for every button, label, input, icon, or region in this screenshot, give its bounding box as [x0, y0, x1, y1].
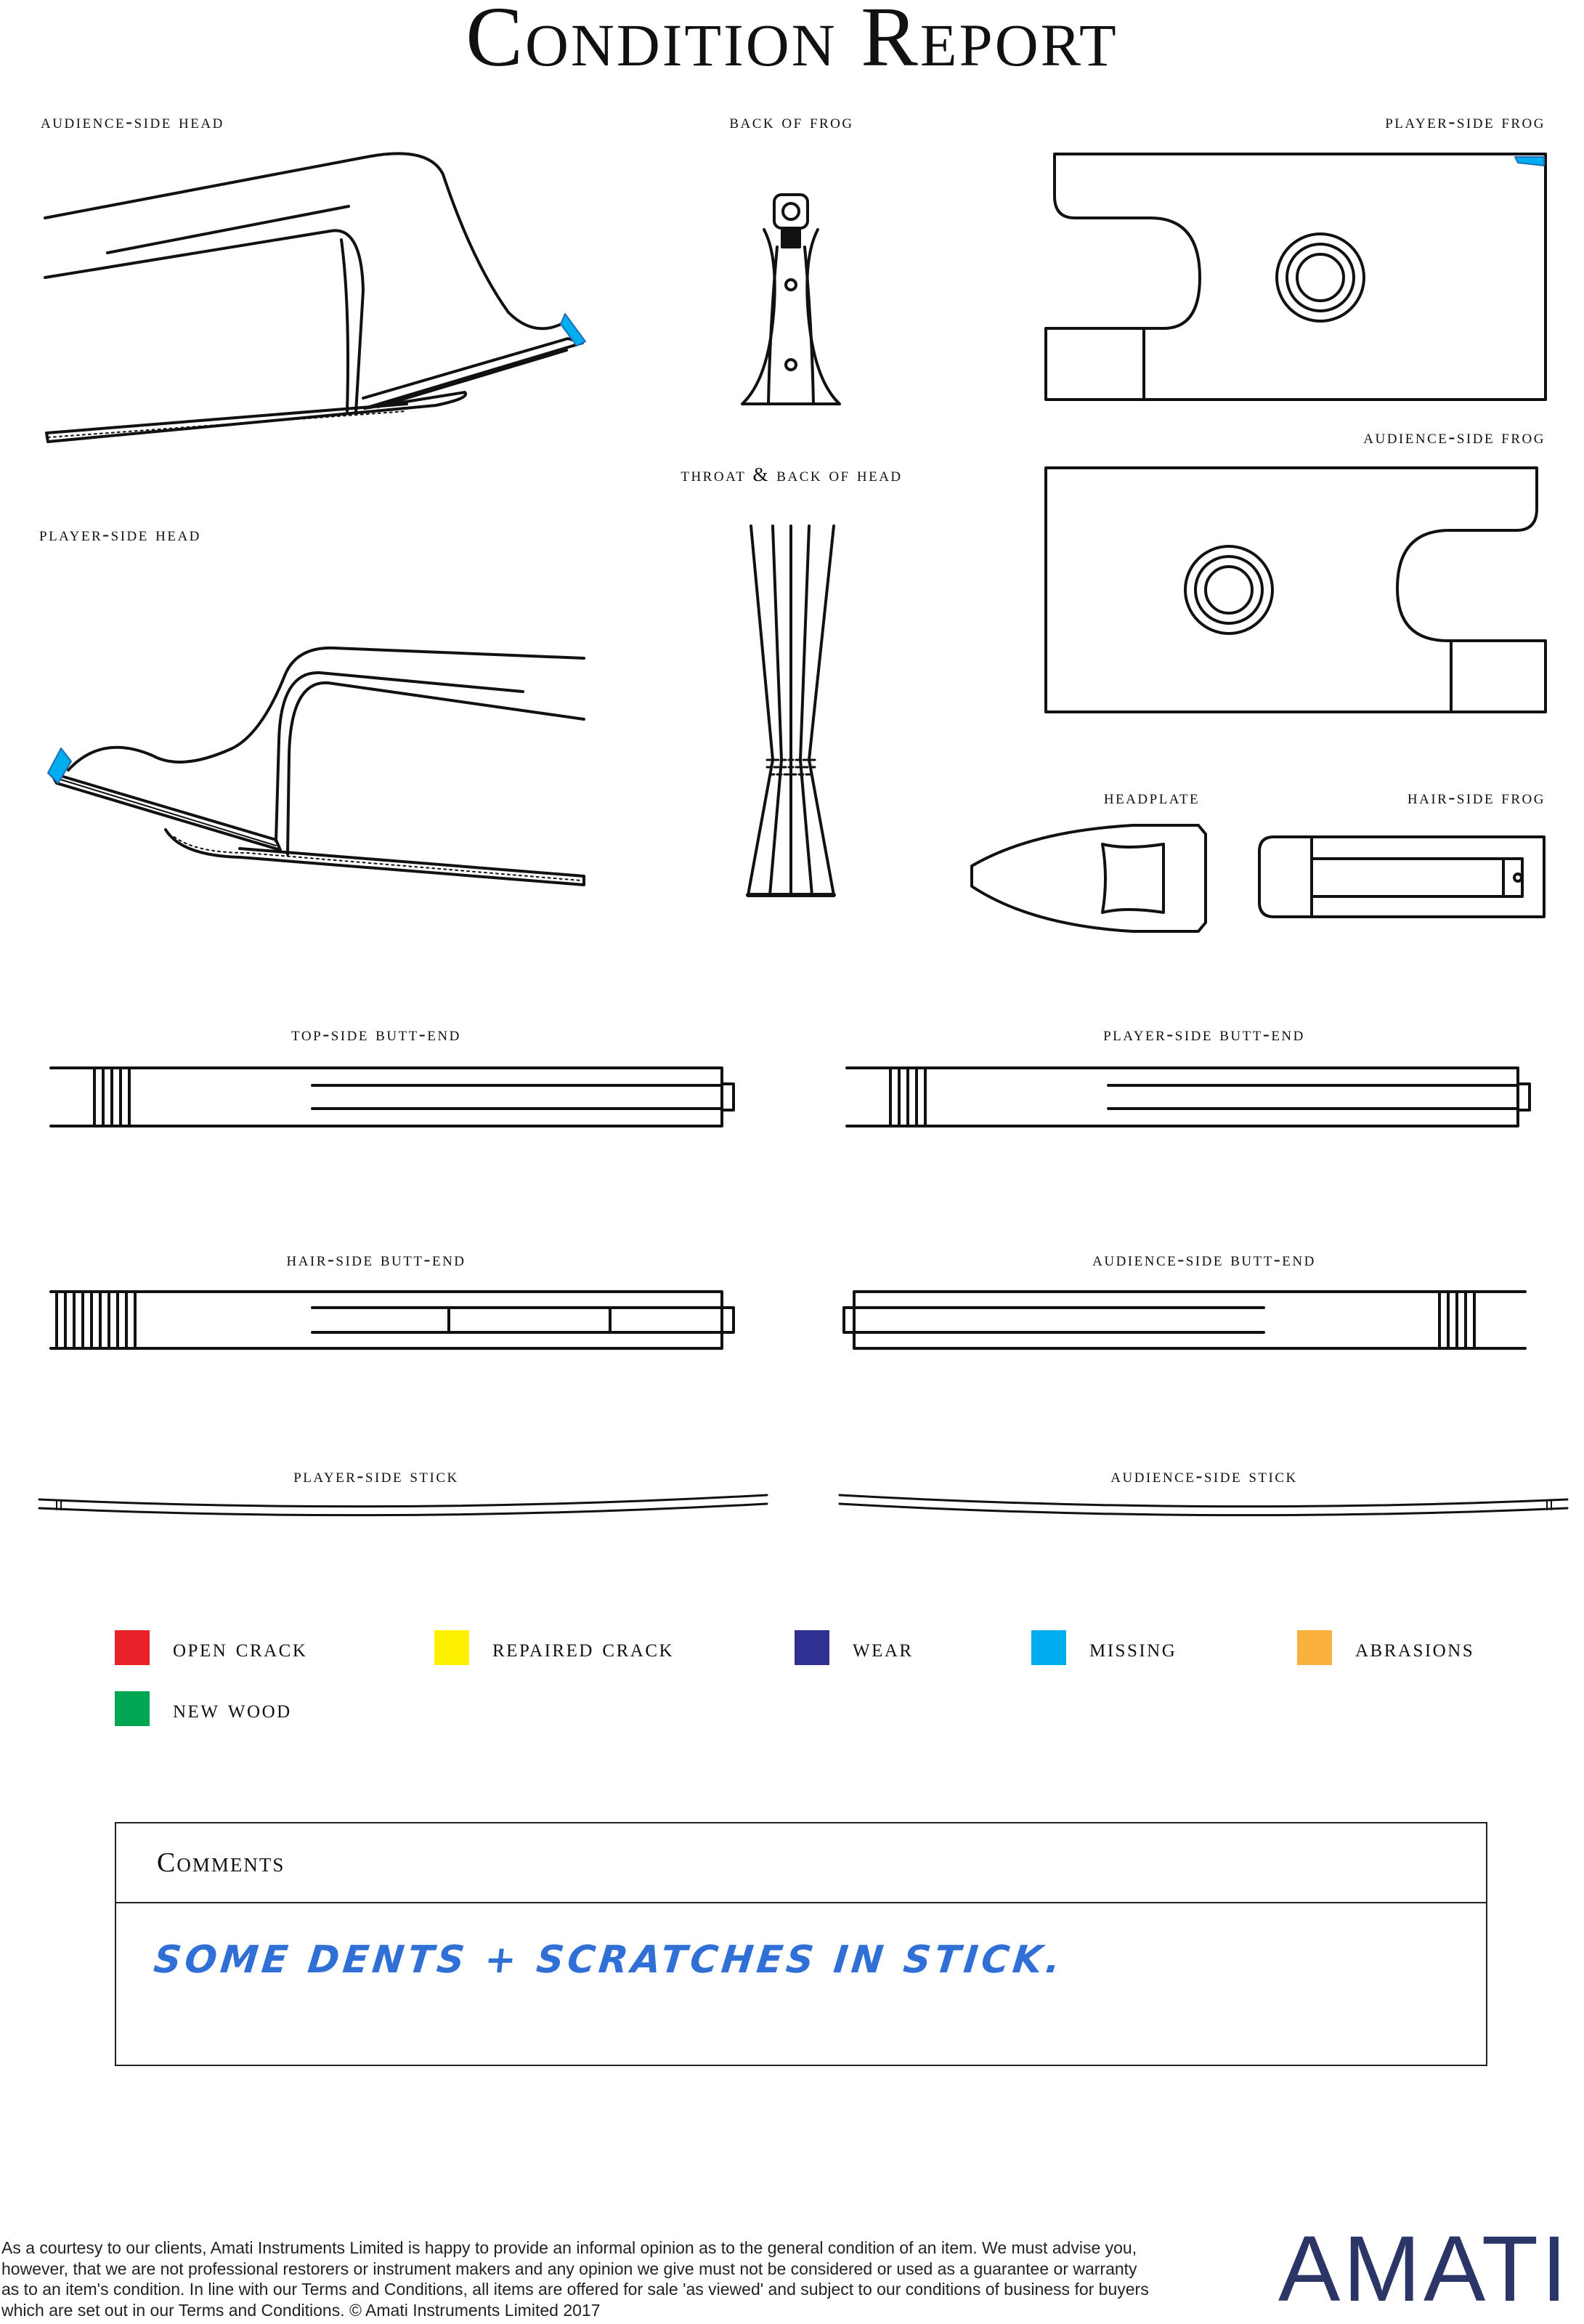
player-frog-missing-mark [1515, 157, 1544, 166]
hair-side-frog-drawing [1259, 837, 1544, 917]
legend-label: abrasions [1355, 1633, 1475, 1662]
label-player-side-head: player-side head [39, 523, 201, 545]
label-top-side-butt-end: top-side butt-end [291, 1023, 461, 1045]
swatch-repaired-crack [434, 1630, 469, 1665]
disclaimer-text: As a courtesy to our clients, Amati Instruments Limited is happy to provide an informal opinion as to the general condition of an item. We must advise you, however, that we are not professional restorers or instrument makers and any opinion we give must not be considered or used as a guarantee or warranty as to an item's condition. In line with our Terms and Conditions, all items are offered for sale 'as viewed' and subject to our conditions of business for buyers which are set out in our Terms and Conditions. © Amati Instruments Limited 2017 [1, 2238, 1149, 2320]
legend-label: missing [1089, 1633, 1177, 1662]
label-back-of-frog: back of frog [729, 110, 854, 132]
audience-side-frog-drawing [1046, 468, 1546, 712]
label-player-side-butt-end: player-side butt-end [1103, 1023, 1305, 1045]
swatch-missing [1031, 1630, 1066, 1665]
legend-label: open crack [173, 1633, 308, 1662]
label-audience-side-butt-end: audience-side butt-end [1092, 1248, 1316, 1270]
label-throat-back-of-head: throat & back of head [681, 463, 903, 485]
legend-missing [1031, 1630, 1177, 1665]
label-audience-side-frog: audience-side frog [1363, 426, 1546, 448]
player-side-stick-drawing [39, 1495, 767, 1515]
player-side-head-drawing [48, 648, 584, 885]
swatch-wear [795, 1630, 829, 1665]
swatch-open-crack [115, 1630, 150, 1665]
top-side-butt-end-drawing [51, 1068, 734, 1126]
label-audience-side-stick: audience-side stick [1110, 1465, 1298, 1486]
swatch-new-wood [115, 1691, 150, 1726]
label-player-side-stick: player-side stick [293, 1465, 459, 1486]
label-headplate: headplate [1103, 786, 1201, 808]
player-side-butt-end-drawing [847, 1068, 1530, 1126]
hair-side-butt-end-drawing [51, 1292, 734, 1348]
label-hair-side-butt-end: hair-side butt-end [286, 1248, 466, 1270]
label-player-side-frog: player-side frog [1385, 110, 1546, 132]
legend-repaired-crack [434, 1630, 674, 1665]
comments-heading: Comments [116, 1823, 1486, 1903]
label-audience-side-head: audience-side head [41, 110, 224, 132]
legend-label: wear [853, 1633, 914, 1662]
legend-label: new wood [173, 1694, 292, 1723]
audience-side-head-drawing [45, 153, 585, 442]
legend-abrasions [1297, 1630, 1474, 1665]
back-of-frog-drawing [742, 195, 840, 404]
legend-new-wood [115, 1691, 292, 1726]
comments-handwritten-text: SOME DENTS + SCRATCHES IN STICK. [151, 1938, 1066, 1982]
audience-side-stick-drawing [840, 1495, 1567, 1515]
legend-wear [795, 1630, 914, 1665]
player-side-frog-drawing [1046, 154, 1546, 400]
legend-open-crack [115, 1630, 307, 1665]
comments-box [115, 1822, 1487, 2066]
throat-back-of-head-drawing [748, 526, 834, 895]
legend-label: repaired crack [492, 1633, 675, 1662]
amati-logo: AMATI [1278, 2217, 1570, 2321]
audience-side-butt-end-drawing [844, 1292, 1525, 1348]
page-title: Condition Report [466, 0, 1118, 84]
label-hair-side-frog: hair-side frog [1407, 786, 1546, 808]
headplate-drawing [972, 825, 1206, 931]
swatch-abrasions [1297, 1630, 1332, 1665]
